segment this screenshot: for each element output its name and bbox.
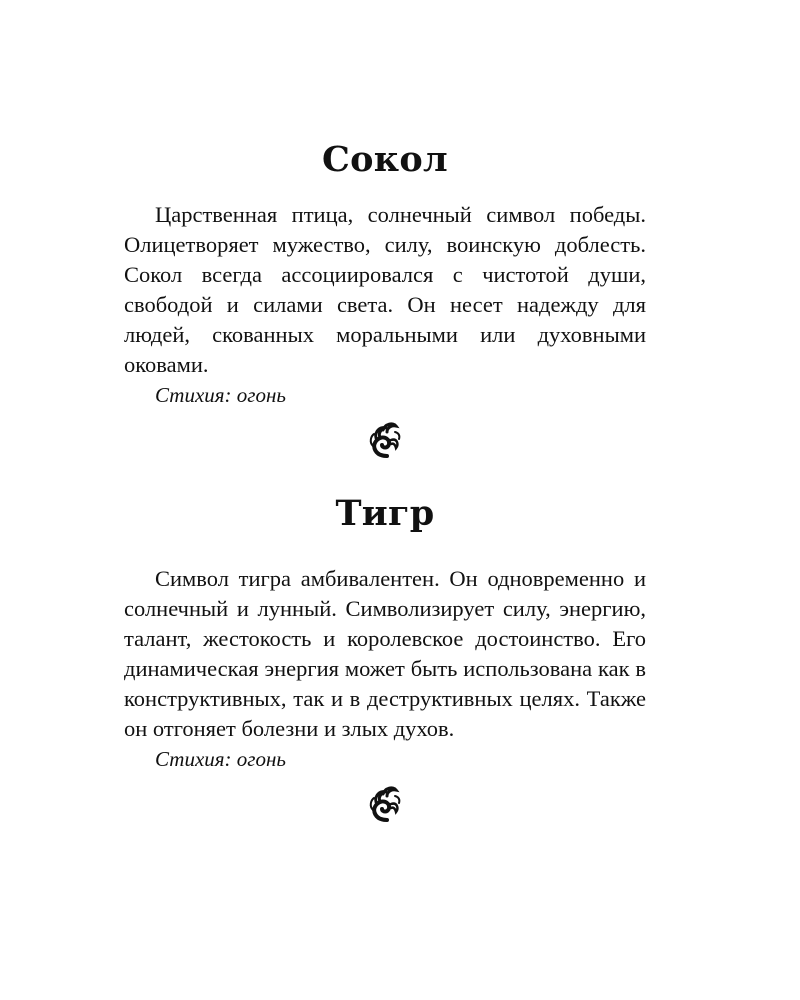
element-line: Стихия: огонь (155, 747, 286, 771)
fire-swirl-icon (365, 416, 405, 462)
entry-falcon (124, 130, 646, 462)
entry-title: Сокол (322, 139, 448, 180)
fire-swirl-icon (365, 780, 405, 826)
book-page (124, 128, 646, 826)
entry-description: Символ тигра амбивалентен. Он одновременно и солнечный и лунный. Символизирует силу, энергию, талант, жестокость и королевское достоинство. Его динамическая энергия может быть использована как в конструктивных, так и в деструктивных целях. Также он отгоняет болезни и злых духов. (124, 566, 646, 741)
element-line: Стихия: огонь (155, 383, 286, 407)
entry-description: Царственная птица, солнечный символ победы. Олицетворяет мужество, силу, воинскую доблесть. Сокол всегда ассоциировался с чистотой души, свободой и силами света. Он несет надежду для людей, скованных моральными или духовными оковами. (124, 202, 646, 377)
entry-title: Тигр (335, 493, 435, 534)
entry-tiger (124, 484, 646, 826)
